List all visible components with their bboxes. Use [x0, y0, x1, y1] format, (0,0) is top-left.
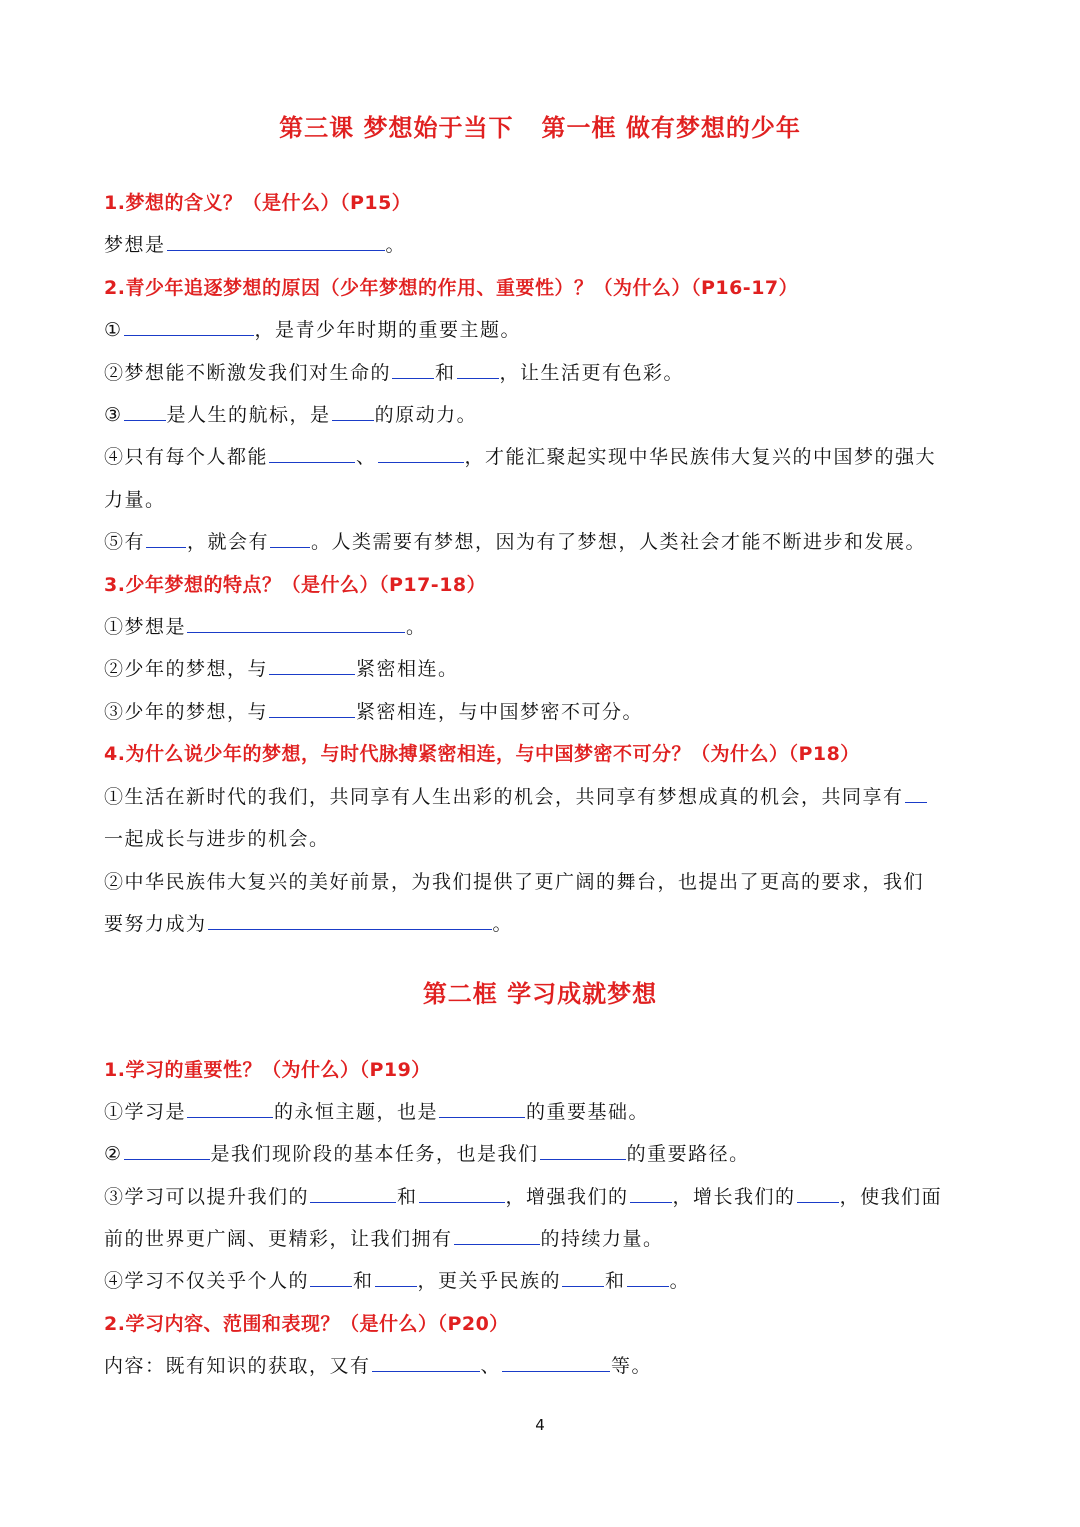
question-1-heading: 1.梦想的含义？（是什么）（P15）: [104, 192, 412, 214]
text-line: ③ 是人生的航标，是 的原动力。: [104, 400, 477, 427]
blank[interactable]: [562, 1266, 604, 1287]
blank[interactable]: [375, 1266, 417, 1287]
question-4-heading: 4.为什么说少年的梦想，与时代脉搏紧密相连，与中国梦密不可分？（为什么）（P18）: [104, 743, 860, 765]
blank[interactable]: [269, 442, 355, 463]
blank[interactable]: [269, 654, 355, 675]
blank[interactable]: [124, 400, 166, 421]
text-line: 内容：既有知识的获取，又有 、 等。: [104, 1351, 652, 1378]
text-line: ①梦想是 。: [104, 612, 427, 639]
text-line: ②少年的梦想，与 紧密相连。: [104, 654, 459, 681]
blank[interactable]: [378, 442, 464, 463]
blank[interactable]: [310, 1182, 396, 1203]
text-line: 梦想是 。: [104, 230, 406, 257]
question-2-heading: 2.青少年追逐梦想的原因（少年梦想的作用、重要性）？（为什么）（P16-17）: [104, 277, 799, 299]
blank[interactable]: [332, 400, 374, 421]
blank[interactable]: [146, 527, 186, 548]
text-line: ①学习是 的永恒主题，也是 的重要基础。: [104, 1097, 649, 1124]
blank[interactable]: [392, 358, 434, 379]
blank[interactable]: [439, 1097, 525, 1118]
blank[interactable]: [905, 782, 927, 803]
text-line: ③学习可以提升我们的 和 ，增强我们的 ，增长我们的 ，使我们面: [104, 1182, 942, 1209]
text-line: ②中华民族伟大复兴的美好前景，为我们提供了更广阔的舞台，也提出了更高的要求，我们: [104, 871, 925, 893]
blank[interactable]: [310, 1266, 352, 1287]
blank[interactable]: [502, 1351, 610, 1372]
blank[interactable]: [419, 1182, 505, 1203]
page-number: 4: [535, 1416, 545, 1434]
question-6-heading: 2.学习内容、范围和表现？（是什么）（P20）: [104, 1313, 509, 1335]
text-line: ⑤有 ，就会有 。人类需要有梦想，因为有了梦想，人类社会才能不断进步和发展。: [104, 527, 926, 554]
blank[interactable]: [124, 315, 254, 336]
blank[interactable]: [167, 230, 385, 251]
blank[interactable]: [208, 909, 492, 930]
text-line: 一起成长与进步的机会。: [104, 828, 330, 850]
blank[interactable]: [540, 1139, 626, 1160]
text-line: 要努力成为 。: [104, 909, 513, 936]
blank[interactable]: [269, 697, 355, 718]
question-3-heading: 3.少年梦想的特点？（是什么）（P17-18）: [104, 574, 487, 596]
text-line: 力量。: [104, 489, 166, 511]
blank[interactable]: [187, 1097, 273, 1118]
text-line: ②梦想能不断激发我们对生命的 和 ，让生活更有色彩。: [104, 358, 684, 385]
text-line: 前的世界更广阔、更精彩，让我们拥有 的持续力量。: [104, 1224, 664, 1251]
question-5-heading: 1.学习的重要性？（为什么）（P19）: [104, 1059, 431, 1081]
text-line: ④学习不仅关乎个人的 和 ，更关乎民族的 和 。: [104, 1266, 690, 1293]
lesson-title: 第三课 梦想始于当下 第一框 做有梦想的少年: [279, 114, 801, 142]
blank[interactable]: [454, 1224, 540, 1245]
section-title: 第二框 学习成就梦想: [422, 980, 658, 1008]
text-line: ④只有每个人都能 、 ，才能汇聚起实现中华民族伟大复兴的中国梦的强大: [104, 442, 936, 469]
blank[interactable]: [627, 1266, 669, 1287]
blank[interactable]: [372, 1351, 480, 1372]
blank[interactable]: [124, 1139, 210, 1160]
text-line: ① ，是青少年时期的重要主题。: [104, 315, 521, 342]
blank[interactable]: [797, 1182, 839, 1203]
blank[interactable]: [187, 612, 405, 633]
text-line: ③少年的梦想，与 紧密相连，与中国梦密不可分。: [104, 697, 643, 724]
text-line: ② 是我们现阶段的基本任务，也是我们 的重要路径。: [104, 1139, 750, 1166]
blank[interactable]: [457, 358, 499, 379]
text-line: ①生活在新时代的我们，共同享有人生出彩的机会，共同享有梦想成真的机会，共同享有: [104, 782, 928, 809]
blank[interactable]: [630, 1182, 672, 1203]
blank[interactable]: [270, 527, 310, 548]
